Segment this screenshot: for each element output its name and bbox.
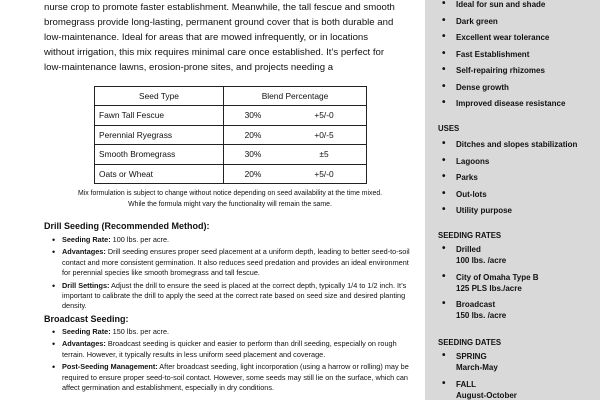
item-text: After broadcast seeding, light incorporation (using a harrow or rolling) may be required to ensure proper seed-to-soil contact. However, some seeds may still lie on the surface, which can affect germination and establishment, especially in dry conditions. [62, 362, 409, 393]
seed-pct-cell: 20% [224, 164, 283, 184]
item-text: Broadcast seeding is quicker and easier to perform than drill seeding, especially on rough terrain. However, it typically results in less uniform seed placement and coverage. [62, 339, 397, 359]
seed-pct-cell: 30% [224, 145, 283, 165]
note-line: While the formula might vary the functionality will remain the same. [128, 200, 332, 208]
list-item [48, 235, 416, 245]
date-item [439, 379, 599, 401]
use-item: • Utility purpose [439, 205, 599, 216]
date-range: August-October [456, 390, 517, 400]
table-row [95, 145, 367, 165]
date-item [439, 351, 599, 373]
list-item [48, 339, 416, 360]
feature-item: • Dark green [439, 16, 599, 27]
seed-pct-cell: 30% [224, 106, 283, 126]
feature-item: • Excellent wear tolerance [439, 32, 599, 43]
table-row [95, 125, 367, 145]
use-item: • Parks [439, 172, 599, 183]
note-line: Mix formulation is subject to change without notice depending on seed availability at the time mixed. [77, 190, 383, 197]
feature-item: • Fast Establishment [439, 49, 599, 60]
seeding-dates-heading: SEEDING DATES [438, 338, 502, 347]
list-item [48, 247, 416, 278]
seed-name-cell: Oats or Wheat [95, 164, 224, 184]
rate-name: • Drilled [456, 245, 481, 254]
table-row [95, 164, 367, 184]
broadcast-seeding-heading: Broadcast Seeding: [44, 314, 129, 324]
list-item [48, 281, 416, 312]
drill-seeding-list [48, 235, 416, 314]
item-text: Adjust the drill to ensure the seed is placed at the correct depth, typically 1/4 to 1/2 inch. It’s important to calibrate the drill to apply the seed at the correct rate based on seed size and desired planting density. [62, 280, 407, 311]
use-item: • Out-lots [439, 189, 599, 200]
item-label: Advantages: [62, 339, 106, 349]
use-item: • Lagoons [439, 156, 599, 167]
feature-item: • Self-repairing rhizomes [439, 65, 599, 76]
use-item: • Ditches and slopes stabilization [439, 139, 599, 150]
intro-paragraph [44, 0, 416, 75]
rate-value: 100 lbs. /acre [456, 256, 507, 265]
drill-seeding-heading: Drill Seeding (Recommended Method): [44, 221, 210, 231]
rate-name: • City of Omaha Type B [456, 272, 539, 282]
date-season: • SPRING [456, 352, 487, 361]
mix-formulation-note [44, 189, 416, 210]
seed-tolerance-cell: +5/-0 [282, 164, 367, 184]
list-item [48, 327, 416, 337]
seeding-rates-list [439, 244, 599, 327]
item-text: 100 lbs. per acre. [110, 235, 170, 244]
seed-name-cell: Fawn Tall Fescue [95, 106, 224, 126]
uses-list [439, 139, 599, 222]
seeding-rates-heading: SEEDING RATES [438, 231, 502, 240]
main-content [44, 0, 416, 393]
header-blend-percentage: Blend Percentage [224, 87, 367, 106]
seed-blend-table [94, 86, 367, 184]
table-row [95, 106, 367, 126]
list-item [48, 362, 416, 393]
feature-item: • Ideal for sun and shade [439, 0, 599, 10]
broadcast-seeding-list [48, 327, 416, 395]
item-label: Post-Seeding Management: [62, 362, 158, 372]
rate-item [439, 272, 599, 294]
seed-pct-cell: 20% [224, 125, 283, 145]
date-range: March-May [456, 363, 498, 372]
uses-heading: USES [438, 124, 460, 133]
item-text: 150 lbs. per acre. [110, 327, 170, 336]
seed-name-cell: Smooth Bromegrass [95, 145, 224, 165]
intro-line: low-maintenance. Ideal for areas that are mowed infrequently, or in locations [44, 32, 369, 43]
item-text: Drill seeding ensures proper seed placement at a uniform depth, leading to better seed-to-soil contact and more consistent germination. It also reduces seed predation and provides an ideal environment for perennial species like smooth bromegrass and tall fescue. [62, 247, 410, 278]
intro-line: nurse crop to promote faster establishment. Meanwhile, the tall fescue and smooth [44, 2, 395, 13]
item-label: Advantages: [62, 247, 106, 257]
features-list [439, 0, 599, 115]
date-season: • FALL [456, 379, 476, 389]
intro-line: without irrigation, this mix requires minimal care once established. It’s perfect for [44, 47, 385, 58]
item-label: Seeding Rate: [62, 235, 111, 244]
rate-value: 150 lbs. /acre [456, 311, 507, 320]
header-seed-type: Seed Type [95, 87, 224, 106]
item-label: Seeding Rate: [62, 327, 111, 336]
seed-name-cell: Perennial Ryegrass [95, 125, 224, 145]
rate-value: 125 PLS lbs./acre [456, 283, 522, 293]
seed-tolerance-cell: ±5 [282, 145, 367, 165]
intro-line: bromegrass provide long-lasting, permanent ground cover that is both durable and [44, 17, 394, 28]
intro-line: low-maintenance lawns, erosion-prone sites, and projects needing a [44, 62, 334, 73]
table-header-row [95, 87, 367, 106]
feature-item: • Improved disease resistance [439, 98, 599, 109]
rate-item [439, 299, 599, 321]
rate-item [439, 244, 599, 266]
rate-name: • Broadcast [456, 300, 496, 309]
item-label: Drill Settings: [62, 280, 110, 290]
seeding-dates-list [439, 351, 599, 406]
feature-item: • Dense growth [439, 82, 599, 93]
seed-tolerance-cell: +0/-5 [282, 125, 367, 145]
sidebar [425, 0, 600, 400]
seed-tolerance-cell: +5/-0 [282, 106, 367, 126]
